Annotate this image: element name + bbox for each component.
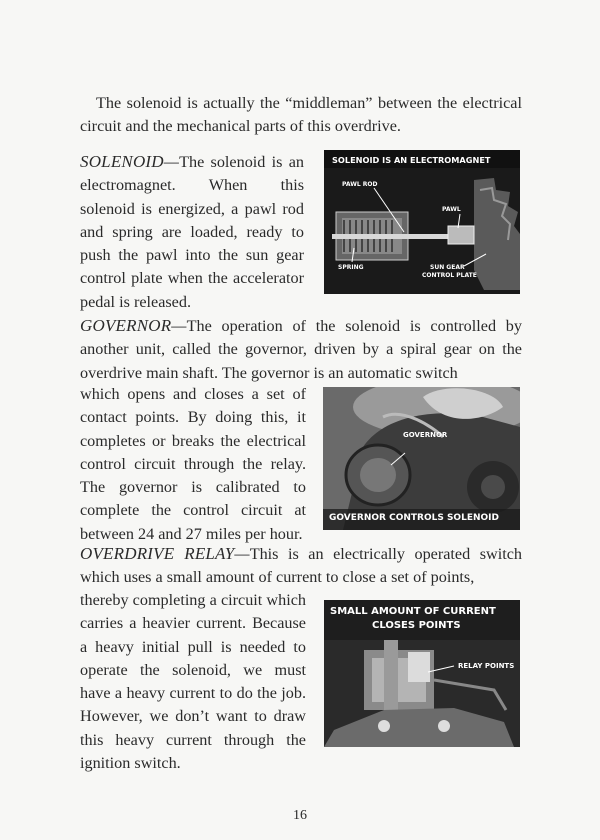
governor-figure-caption: GOVERNOR CONTROLS SOLENOID xyxy=(329,513,499,523)
sun-gear-label: SUN GEAR xyxy=(430,264,465,271)
governor-text-full: The operation of the solenoid is controlled by another unit, called the governor, driven by a spiral gear on the overdrive main shaft. The governor is an automatic switch xyxy=(80,317,522,382)
governor-label: GOVERNOR xyxy=(403,431,448,439)
intro-text: The solenoid is actually the “middleman” between the electrical circuit and the mechanical parts of this overdrive. xyxy=(80,94,522,136)
page-number: 16 xyxy=(293,808,307,823)
solenoid-text: The solenoid is an electromagnet. When this solenoid is energized, a pawl rod and spring are loaded, ready to push the pawl into the sun gear control plate when the accelerator pedal is released. xyxy=(80,153,304,311)
relay-points-label: RELAY POINTS xyxy=(458,662,515,670)
governor-text-wrap: which opens and closes a set of contact points. By doing this, it completes or breaks the electrical control circuit through the relay. The governor is calibrated to complete the control circuit at between 24 and 27 miles per hour. xyxy=(80,385,306,543)
spring-label: SPRING xyxy=(338,264,364,271)
governor-wrap xyxy=(80,383,306,546)
solenoid-section xyxy=(80,150,304,314)
intro-paragraph xyxy=(80,92,522,139)
relay-figure xyxy=(324,600,520,747)
governor-photo xyxy=(323,387,520,530)
solenoid-figure-caption: SOLENOID IS AN ELECTROMAGNET xyxy=(332,155,491,165)
relay-heading: OVERDRIVE RELAY— xyxy=(80,544,250,563)
relay-figure-caption-line1: SMALL AMOUNT OF CURRENT xyxy=(330,606,496,617)
relay-wrap xyxy=(80,589,306,775)
pawl-rod-label: PAWL ROD xyxy=(342,181,378,188)
governor-section xyxy=(80,314,522,385)
pawl-label: PAWL xyxy=(442,206,461,213)
relay-section xyxy=(80,542,522,590)
control-plate-label: CONTROL PLATE xyxy=(422,272,477,279)
solenoid-heading: SOLENOID— xyxy=(80,152,180,171)
relay-text-full: This is an electrically operated switch which uses a small amount of current to close a set of points, xyxy=(80,545,522,587)
solenoid-figure xyxy=(324,150,520,294)
governor-figure xyxy=(323,387,520,530)
relay-text-wrap: thereby completing a circuit which carries a heavier current. Because a heavy initial pull is needed to operate the solenoid, we must have a heavy current to do the job. However, we don’t want to draw this heavy current through the ignition switch. xyxy=(80,591,306,773)
governor-heading: GOVERNOR— xyxy=(80,316,187,335)
relay-figure-caption-line2: CLOSES POINTS xyxy=(372,620,461,631)
